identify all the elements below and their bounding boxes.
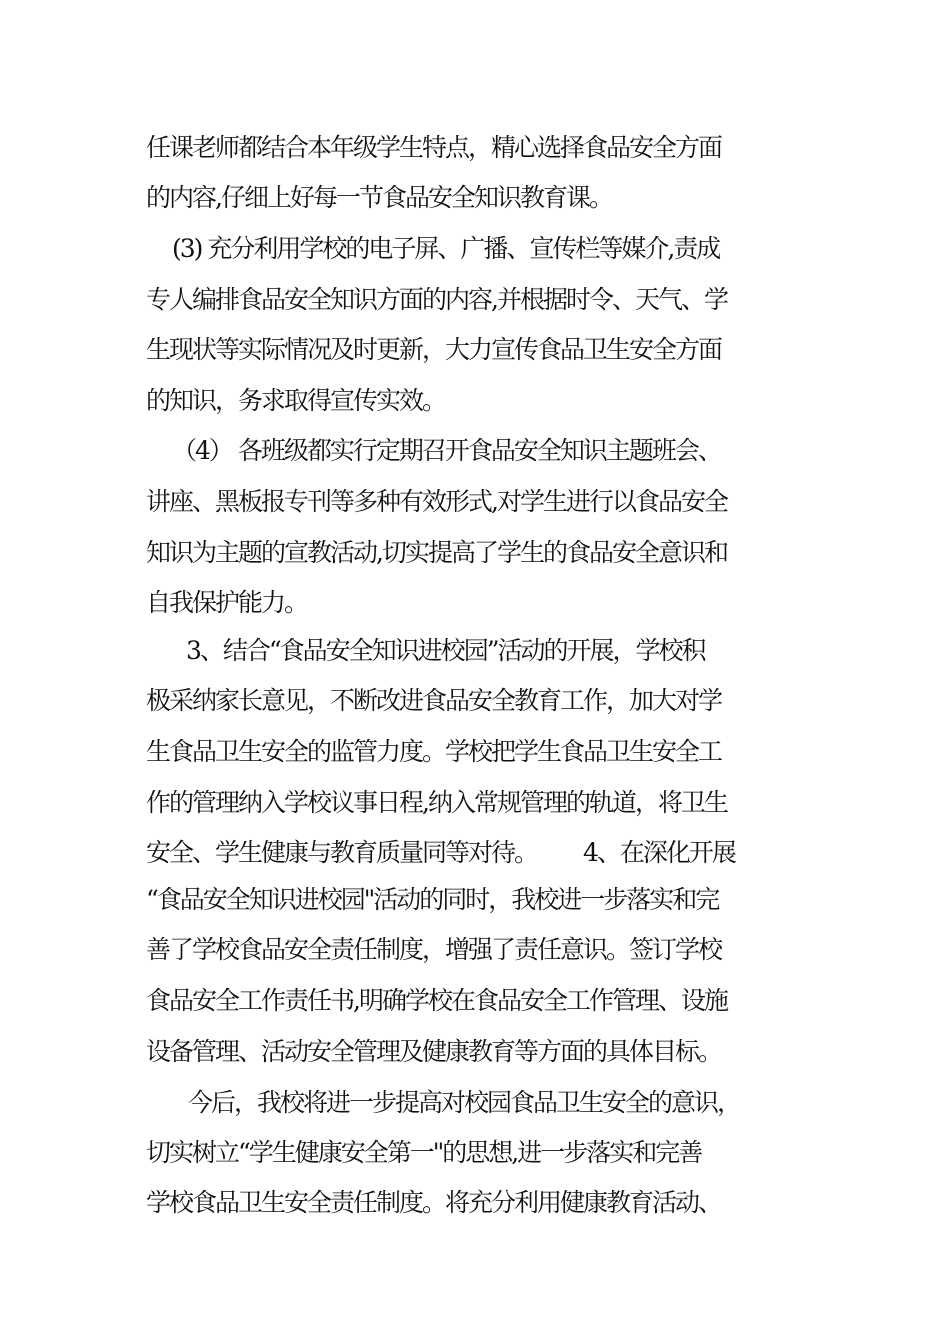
- text-line: 任课老师都结合本年级学生特点，精心选择食品安全方面: [146, 133, 722, 162]
- text-line: (3) 充分利用学校的电子屏、广播、宣传栏等媒介,责成: [172, 234, 720, 263]
- text-line: 作的管理纳入学校议事日程,纳入常规管理的轨道，将卫生: [146, 788, 727, 817]
- text-line: 善了学校食品安全责任制度，增强了责任意识。签订学校: [146, 935, 722, 964]
- text-line: 生食品卫生安全的监管力度。学校把学生食品卫生安全工: [146, 737, 722, 766]
- text-line: 极采纳家长意见，不断改进食品安全教育工作，加大对学: [146, 686, 722, 715]
- text-line: 设备管理、活动安全管理及健康教育等方面的具体目标。: [146, 1037, 722, 1066]
- text-line: 今后，我校将进一步提高对校园食品卫生安全的意识，: [188, 1088, 741, 1117]
- text-line: 食品安全工作责任书,明确学校在食品安全工作管理、设施: [146, 986, 727, 1015]
- text-line: 专人编排食品安全知识方面的内容,并根据时令、天气、学: [146, 285, 727, 314]
- text-line: 自我保护能力。: [146, 588, 308, 617]
- text-line: 知识为主题的宣教活动,切实提高了学生的食品安全意识和: [146, 538, 727, 567]
- text-line: 3、结合“食品安全知识进校园”活动的开展，学校积: [186, 636, 705, 665]
- text-line: “食品安全知识进校园"活动的同时，我校进一步落实和完: [146, 885, 719, 914]
- text-line: （4） 各班级都实行定期召开食品安全知识主题班会、: [172, 436, 721, 465]
- text-line: 讲座、黑板报专刊等多种有效形式,对学生进行以食品安全: [146, 487, 727, 516]
- text-line: 的知识，务求取得宣传实效。: [146, 386, 446, 415]
- text-line: 安全、学生健康与教育质量同等对待。 4、在深化开展: [146, 838, 735, 867]
- text-line: 的内容,仔细上好每一节食品安全知识教育课。: [146, 183, 612, 212]
- text-line: 生现状等实际情况及时更新，大力宣传食品卫生安全方面: [146, 335, 722, 364]
- text-line: 学校食品卫生安全责任制度。将充分利用健康教育活动、: [146, 1188, 722, 1217]
- text-line: 切实树立“学生健康安全第一"的思想,进一步落实和完善: [146, 1138, 702, 1167]
